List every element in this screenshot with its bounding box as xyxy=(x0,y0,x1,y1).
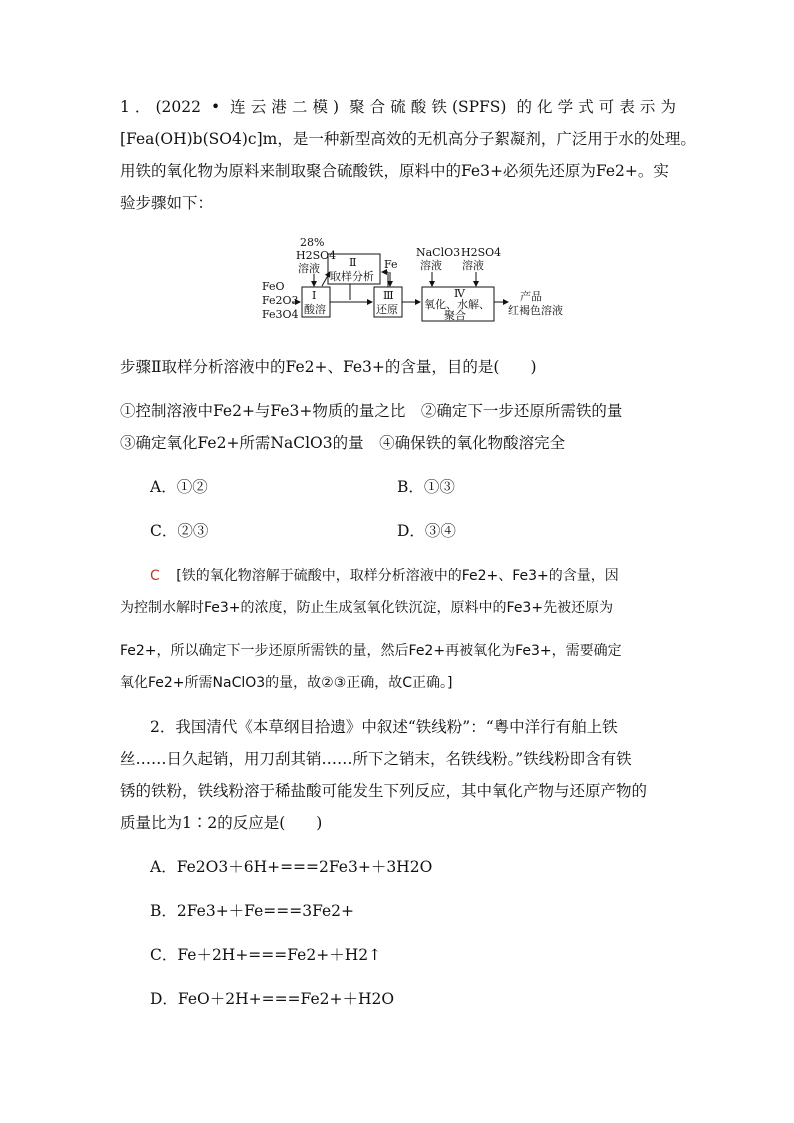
step-4-num: Ⅳ xyxy=(454,287,465,300)
q2-line-2: 丝……日久起销，用刀刮其销……所下之销末，名铁线粉。”铁线粉即含有铁 xyxy=(120,750,632,768)
explanation-line-1-text: [铁的氧化物溶解于硫酸中，取样分析溶液中的Fe2+、Fe3+的含量，因 xyxy=(176,568,619,584)
step-3-label: 还原 xyxy=(376,303,398,316)
q2-option-a[interactable]: A．Fe2O3＋6H+===2Fe3+＋3H2O xyxy=(150,858,433,876)
spfs-formula: [Fea(OH)b(SO4)c]m xyxy=(120,130,278,148)
q1-line-2 xyxy=(120,129,696,149)
naclo3-solution: 溶液 xyxy=(420,259,442,272)
q1-option-d[interactable]: D．③④ xyxy=(397,522,456,540)
step-1-num: Ⅰ xyxy=(312,289,317,302)
q1-option-b[interactable]: B．①③ xyxy=(397,478,455,496)
q1-explanation-2: 为控制水解时Fe3+的浓度，防止生成氢氧化铁沉淀，原料中的Fe3+先被还原为 xyxy=(120,600,614,616)
raw-feo: FeO xyxy=(262,280,285,293)
fe-label: Fe xyxy=(384,258,398,271)
acid-conc: 28% xyxy=(300,236,325,249)
product-label: 产品 xyxy=(520,290,542,303)
step-1-label: 酸溶 xyxy=(304,303,326,316)
acid-formula: H2SO4 xyxy=(296,249,337,262)
product-desc: 红褐色溶液 xyxy=(508,304,563,317)
answer-letter: C xyxy=(150,568,160,584)
q2-line-1: 2．我国清代《本草纲目拾遗》中叙述“铁线粉”：“粤中洋行有舶上铁 xyxy=(150,718,618,736)
step-3-num: Ⅲ xyxy=(383,289,394,302)
step-2-label: 取样分析 xyxy=(330,270,374,283)
acid-solution: 溶液 xyxy=(298,262,320,275)
q1-line-4: 验步骤如下： xyxy=(120,194,214,212)
q1-option-c[interactable]: C．②③ xyxy=(150,522,209,540)
h2so4-solution: 溶液 xyxy=(462,259,484,272)
q1-question: 步骤Ⅱ取样分析溶液中的Fe2+、Fe3+的含量，目的是( ) xyxy=(120,358,537,376)
q2-line-3: 锈的铁粉，铁线粉溶于稀盐酸可能发生下列反应，其中氧化产物与还原产物的 xyxy=(120,782,648,800)
q1-explanation-4: 氧化Fe2+所需NaClO3的量，故②③正确，故C正确。] xyxy=(120,675,453,691)
q1-explanation-1 xyxy=(150,566,619,586)
q1-line-1: 1．(2022 • 连云港二模) 聚合硫酸铁(SPFS) 的化学式可表示为 xyxy=(120,98,676,116)
q2-option-b[interactable]: B．2Fe3+＋Fe===3Fe2+ xyxy=(150,902,355,920)
q1-statement-2: ③确定氧化Fe2+所需NaClO3的量 ④确保铁的氧化物酸溶完全 xyxy=(120,434,566,452)
naclo3-formula: NaClO3 xyxy=(416,246,461,259)
step-4-label-2: 聚合 xyxy=(444,309,466,322)
q1-option-a[interactable]: A．①② xyxy=(150,478,208,496)
step-4-label-1: 氧化、水解、 xyxy=(424,298,490,311)
raw-fe2o3: Fe2O3 xyxy=(262,294,299,307)
q2-line-4: 质量比为1∶2的反应是( ) xyxy=(120,814,323,832)
q1-line-2-text: ，是一种新型高效的无机高分子絮凝剂，广泛用于水的处理。 xyxy=(277,130,696,148)
process-flow-diagram xyxy=(256,232,586,324)
q2-option-d[interactable]: D．FeO＋2H+===Fe2+＋H2O xyxy=(150,990,395,1008)
h2so4-formula: H2SO4 xyxy=(461,246,502,259)
q2-option-c[interactable]: C．Fe＋2H+===Fe2+＋H2↑ xyxy=(150,946,382,964)
q1-line-3: 用铁的氧化物为原料来制取聚合硫酸铁，原料中的Fe3+必须先还原为Fe2+。实 xyxy=(120,162,669,180)
q1-explanation-3: Fe2+，所以确定下一步还原所需铁的量，然后Fe2+再被氧化为Fe3+，需要确定 xyxy=(120,643,622,659)
q1-statement-1: ①控制溶液中Fe2+与Fe3+物质的量之比 ②确定下一步还原所需铁的量 xyxy=(120,402,623,420)
step-2-num: Ⅱ xyxy=(349,256,357,269)
raw-fe3o4: Fe3O4 xyxy=(262,308,299,321)
